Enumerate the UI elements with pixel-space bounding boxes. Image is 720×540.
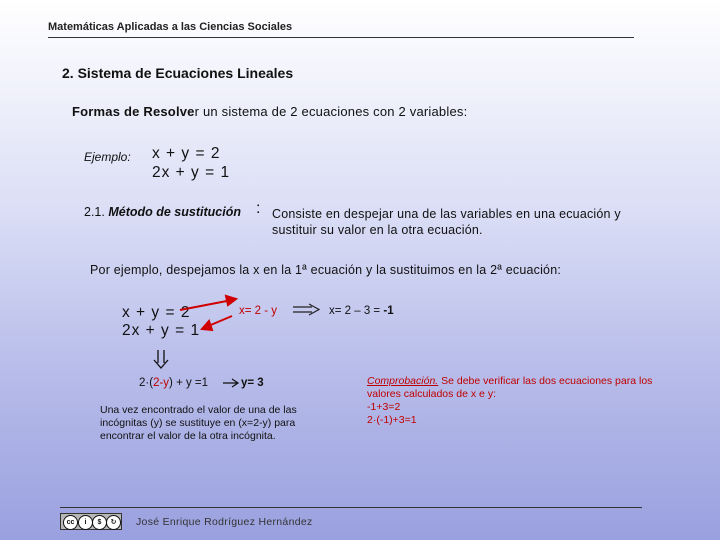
substitution-line: [139, 377, 208, 389]
implies-arrow-icon: [222, 377, 240, 389]
double-down-arrow-icon: [152, 349, 170, 369]
method-name: Método de sustitución: [108, 205, 241, 219]
comprobacion-title: Comprobación.: [367, 375, 439, 387]
formas-bold: Formas de Resolve: [72, 104, 195, 119]
example-eq1: x + y = 2: [122, 304, 191, 321]
method-number: 2.1.: [84, 205, 109, 219]
ejemplo-eq2: 2x + y = 1: [152, 164, 231, 181]
comprobacion-line2: 2·(-1)+3=1: [367, 414, 417, 426]
sub-b: 2-y: [153, 377, 170, 389]
section-title: 2. Sistema de Ecuaciones Lineales: [62, 65, 294, 81]
red-arrow-down-icon: [202, 316, 232, 330]
by-circle-icon: i: [78, 515, 93, 530]
formas-rest: r un sistema de 2 ecuaciones con 2 variables:: [194, 104, 468, 119]
comprobacion-desc: Se debe verificar las dos ecuaciones para los valores calculados de x e y:: [367, 375, 653, 400]
cc-circle-icon: cc: [63, 515, 78, 530]
cc-license-icon: [60, 513, 122, 530]
sub-c: ) + y =1: [169, 377, 209, 389]
ejemplo-eq1: x + y = 2: [152, 145, 221, 162]
author-name: José Enrique Rodríguez Hernández: [136, 516, 313, 528]
example-intro: Por ejemplo, despejamos la x en la 1ª ecuación y la sustituimos en la 2ª ecuación:: [90, 263, 562, 277]
x-result-prefix: x= 2 – 3 =: [329, 305, 384, 317]
right-arrow-icon: [292, 303, 322, 317]
header-title: Matemáticas Aplicadas a las Ciencias Sociales: [48, 21, 293, 33]
sa-circle-icon: ↻: [106, 515, 121, 530]
nc-circle-icon: $: [92, 515, 107, 530]
footer-divider: [60, 507, 642, 508]
y-result: y= 3: [241, 377, 264, 389]
x-result: [329, 305, 394, 317]
method-description: Consiste en despejar una de las variables en una ecuación y sustituir su valor en la otra ecuación.: [272, 207, 621, 237]
sub-a: 2·(: [139, 377, 154, 389]
ejemplo-label: Ejemplo:: [84, 150, 131, 164]
comprobacion-line1: -1+3=2: [367, 401, 401, 413]
method-colon: :: [256, 200, 261, 217]
x-result-value: -1: [383, 305, 394, 317]
comprobacion-block: [367, 375, 677, 427]
solved-x: x= 2 - y: [239, 305, 278, 317]
comprobacion-text: [367, 375, 677, 401]
example-eq2: 2x + y = 1: [122, 322, 201, 339]
red-arrow-up-icon: [180, 296, 236, 310]
note-text: Una vez encontrado el valor de una de las incógnitas (y) se sustituye en (x=2-y) para encontrar el valor de la otra incógnita.: [100, 404, 297, 442]
